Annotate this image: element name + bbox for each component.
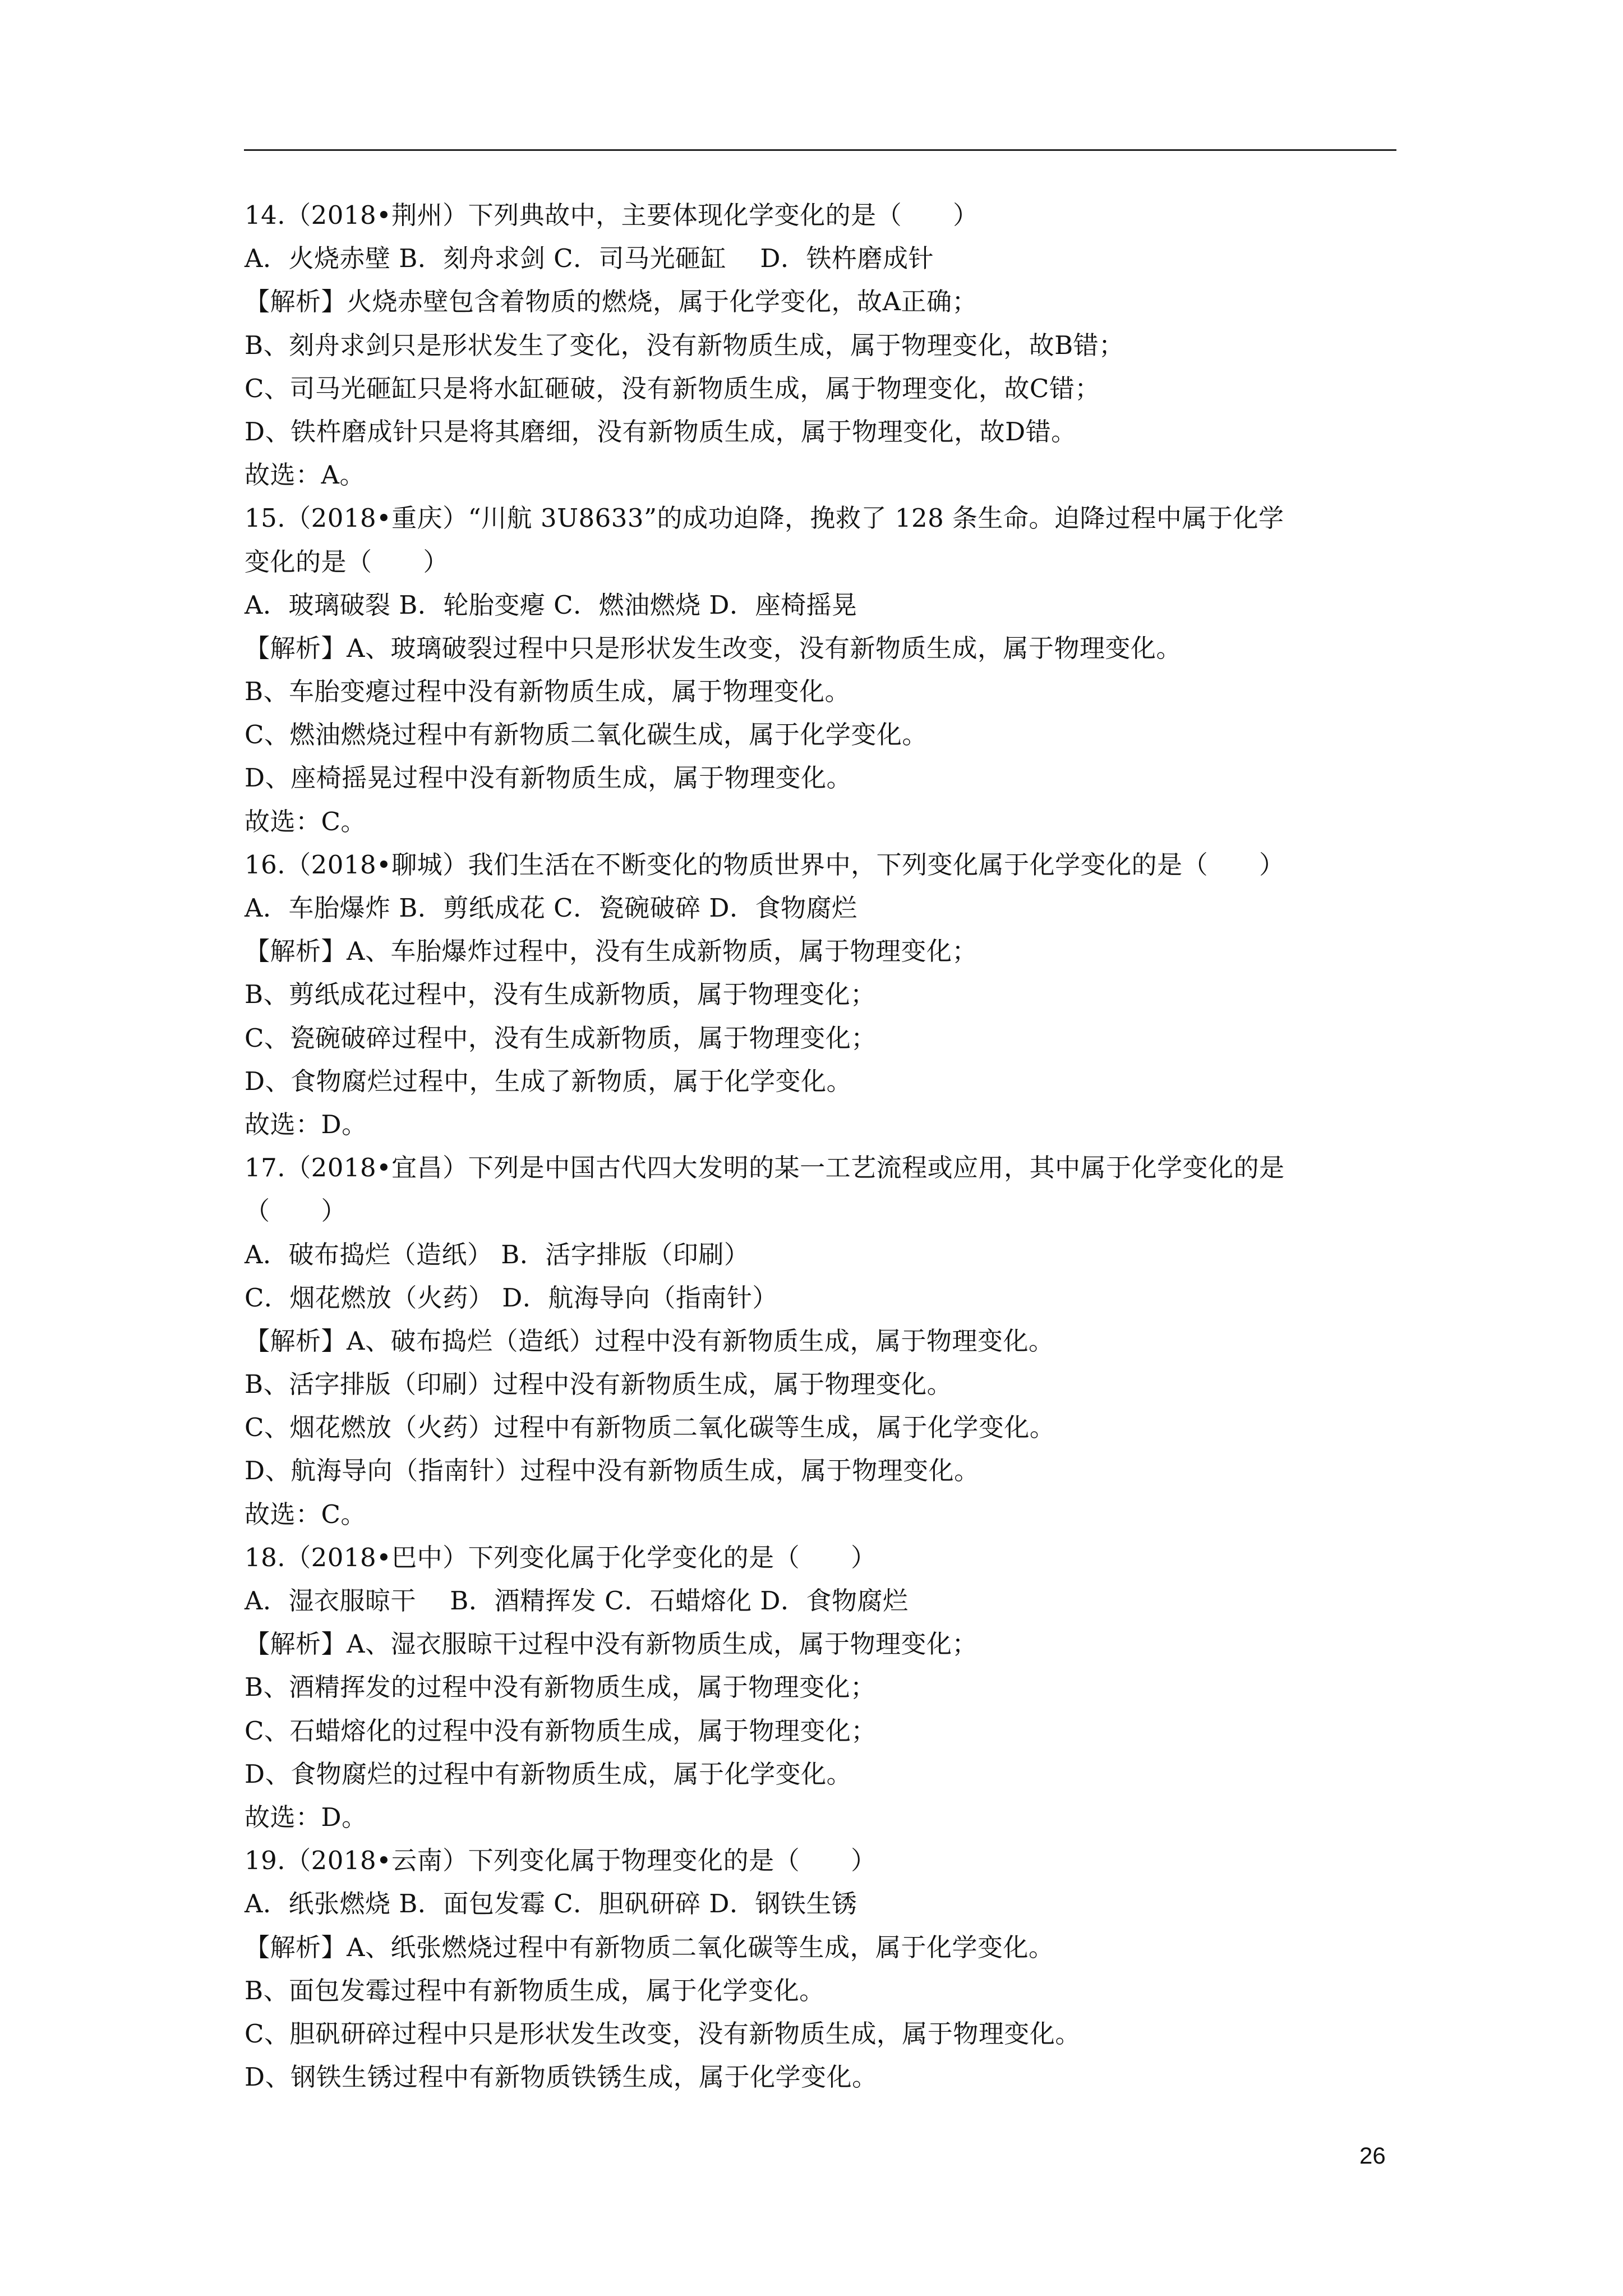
question-16-analysis-line: D、食物腐烂过程中，生成了新物质，属于化学变化。 — [245, 1066, 852, 1096]
question-14-analysis-line: B、刻舟求剑只是形状发生了变化，没有新物质生成，属于物理变化，故B错； — [245, 330, 1124, 360]
question-16-options: A．车胎爆炸 B．剪纸成花 C．瓷碗破碎 D．食物腐烂 — [245, 893, 857, 923]
question-15-analysis-line: D、座椅摇晃过程中没有新物质生成，属于物理变化。 — [245, 763, 852, 793]
question-15-analysis-line: 【解析】A、玻璃破裂过程中只是形状发生改变，没有新物质生成，属于物理变化。 — [245, 633, 1182, 663]
question-15-analysis-line: C、燃油燃烧过程中有新物质二氧化碳生成，属于化学变化。 — [245, 720, 928, 750]
question-17-options: A．破布捣烂（造纸） B．活字排版（印刷） — [245, 1239, 750, 1269]
question-16-answer: 故选：D。 — [245, 1109, 367, 1139]
question-15-answer: 故选：C。 — [245, 806, 366, 836]
question-17-options: C．烟花燃放（火药） D．航海导向（指南针） — [245, 1282, 778, 1313]
question-18-analysis-line: 【解析】A、湿衣服晾干过程中没有新物质生成，属于物理变化； — [245, 1629, 978, 1659]
question-18-analysis-line: C、石蜡熔化的过程中没有新物质生成，属于物理变化； — [245, 1715, 877, 1746]
question-17-answer: 故选：C。 — [245, 1499, 366, 1529]
question-16-stem: 16.（2018•聊城）我们生活在不断变化的物质世界中，下列变化属于化学变化的是（ ） — [245, 849, 1285, 880]
question-15-analysis-line: B、车胎变瘪过程中没有新物质生成，属于物理变化。 — [245, 677, 851, 707]
question-18-answer: 故选：D。 — [245, 1802, 367, 1832]
question-17-stem-continued: （ ） — [245, 1196, 347, 1226]
question-16-analysis-line: C、瓷碗破碎过程中，没有生成新物质，属于物理变化； — [245, 1023, 877, 1053]
question-15-stem: 15.（2018•重庆）“川航 3U8633”的成功迫降，挽救了 128 条生命。迫降过程中属于化学 — [245, 503, 1284, 533]
question-19-stem: 19.（2018•云南）下列变化属于物理变化的是（ ） — [245, 1846, 877, 1876]
question-16-analysis-line: B、剪纸成花过程中，没有生成新物质，属于物理变化； — [245, 979, 876, 1010]
question-16-analysis-line: 【解析】A、车胎爆炸过程中，没有生成新物质，属于物理变化； — [245, 936, 978, 967]
question-14-analysis-line: D、铁杵磨成针只是将其磨细，没有新物质生成，属于物理变化，故D错。 — [245, 416, 1077, 447]
document-body — [245, 194, 1400, 2099]
question-17-analysis-line: 【解析】A、破布捣烂（造纸）过程中没有新物质生成，属于物理变化。 — [245, 1326, 1054, 1356]
question-14-answer: 故选：A。 — [245, 460, 365, 490]
question-17-analysis-line: C、烟花燃放（火药）过程中有新物质二氧化碳等生成，属于化学变化。 — [245, 1412, 1055, 1443]
question-19-analysis-line: 【解析】A、纸张燃烧过程中有新物质二氧化碳等生成，属于化学变化。 — [245, 1932, 1054, 1962]
question-15-options: A．玻璃破裂 B．轮胎变瘪 C．燃油燃烧 D．座椅摇晃 — [245, 590, 857, 620]
question-19-analysis-line: D、钢铁生锈过程中有新物质铁锈生成，属于化学变化。 — [245, 2062, 878, 2092]
question-17-stem: 17.（2018•宜昌）下列是中国古代四大发明的某一工艺流程或应用，其中属于化学变化的是 — [245, 1153, 1285, 1183]
question-14-options: A．火烧赤壁 B．刻舟求剑 C．司马光砸缸 D．铁杵磨成针 — [245, 243, 934, 274]
page-number: 26 — [1359, 2142, 1386, 2169]
question-14-analysis-line: C、司马光砸缸只是将水缸砸破，没有新物质生成，属于物理变化，故C错； — [245, 373, 1100, 403]
question-18-stem: 18.（2018•巴中）下列变化属于化学变化的是（ ） — [245, 1542, 877, 1572]
question-14-analysis-line: 【解析】火烧赤壁包含着物质的燃烧，属于化学变化，故A正确； — [245, 287, 978, 317]
question-17-analysis-line: D、航海导向（指南针）过程中没有新物质生成，属于物理变化。 — [245, 1456, 980, 1486]
header-rule — [244, 149, 1396, 151]
question-15-stem-continued: 变化的是（ ） — [245, 546, 449, 577]
question-19-analysis-line: C、胆矾研碎过程中只是形状发生改变，没有新物质生成，属于物理变化。 — [245, 2018, 1081, 2049]
question-18-analysis-line: B、酒精挥发的过程中没有新物质生成，属于物理变化； — [245, 1672, 876, 1703]
question-19-options: A．纸张燃烧 B．面包发霉 C．胆矾研碎 D．钢铁生锈 — [245, 1889, 857, 1919]
question-18-options: A．湿衣服晾干 B．酒精挥发 C．石蜡熔化 D．食物腐烂 — [245, 1586, 909, 1616]
question-14-stem: 14.（2018•荆州）下列典故中，主要体现化学变化的是（ ） — [245, 200, 979, 230]
question-18-analysis-line: D、食物腐烂的过程中有新物质生成，属于化学变化。 — [245, 1759, 852, 1789]
question-19-analysis-line: B、面包发霉过程中有新物质生成，属于化学变化。 — [245, 1975, 825, 2005]
question-17-analysis-line: B、活字排版（印刷）过程中没有新物质生成，属于物理变化。 — [245, 1369, 953, 1400]
